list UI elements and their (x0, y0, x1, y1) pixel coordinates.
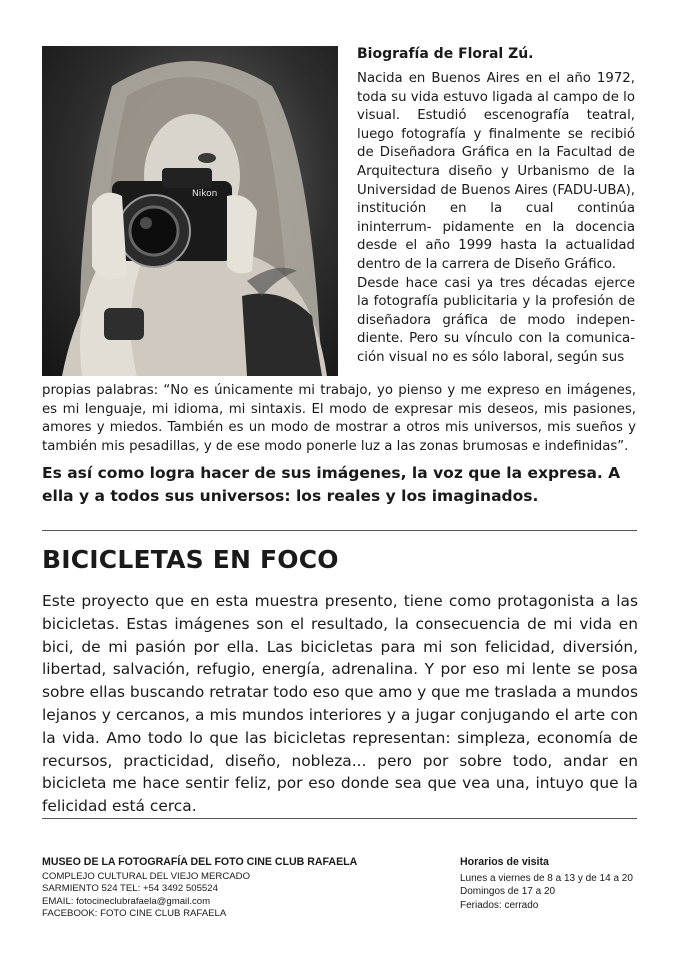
museum-address: SARMIENTO 524 TEL: +54 3492 505524 (42, 883, 218, 894)
project-title: BICICLETAS EN FOCO (42, 545, 339, 574)
museum-contact-block (42, 856, 402, 921)
museum-facebook: FACEBOOK: FOTO CINE CLUB RAFAELA (42, 908, 227, 919)
hours-holidays: Feriados: cerrado (460, 899, 539, 911)
hours-sundays: Domingos de 17 a 20 (460, 886, 556, 897)
bio-closing-statement: Es así como logra hacer de sus imágenes, la voz que la expresa. A ella y a todos sus universos: los reales y los imaginados. (42, 464, 621, 505)
visiting-hours-block (460, 856, 650, 912)
project-description: Este proyecto que en esta muestra presento, tiene como protagonista a las bicicletas. Estas imágenes son el resultado, la consecuencia de mi vida en bici, de mi pasión por ella. Las bicicletas para mi son felicidad, diversión, libertad, salvación, refugio, energía, adrenalina. Y por eso mi lente se posa sobre ellas buscando retratar todo eso que amo y que me traslada a mundos lejanos y cercanos, a mis mundos interiores y a jugar conjugando el arte con la vida. Amo todo lo que las bicicletas representan: simpleza, economía de recursos, practicidad, diseño, nobleza... pero por sobre todo, andar en bicicleta me hace sentir feliz, por eso donde sea que vea una, intuyo que la felicidad está cerca. (42, 592, 638, 816)
divider-top (42, 530, 637, 531)
museum-complex: COMPLEJO CULTURAL DEL VIEJO MERCADO (42, 870, 251, 882)
divider-bottom (42, 818, 637, 819)
museum-name: MUSEO DE LA FOTOGRAFÍA DEL FOTO CINE CLUB RAFAELA (42, 856, 358, 868)
bio-title: Biografía de Floral Zú. (357, 46, 534, 62)
hours-weekdays: Lunes a viernes de 8 a 13 y de 14 a 20 (460, 872, 633, 884)
bio-quote-text: propias palabras: “No es únicamente mi trabajo, yo pienso y me expreso en imágenes, es mi lenguaje, mi idioma, mi sintaxis. El modo de expresar mis deseos, mis pasiones, amores y miedos. También es un modo de mostrar a otros mis universos, mis sueños y también mis pesadillas, y de ese modo ponerle luz a las zonas brumosas e indefinidas”. (42, 383, 636, 454)
bio-paragraph-2: Desde hace casi ya tres décadas ejerce la fotografía publicitaria y la profesión de diseñadora gráfica de modo indepen- diente. Pero su vínculo con la comunica- ción visual no es sólo laboral, según sus (357, 275, 635, 365)
photographer-portrait-illustration (42, 46, 338, 376)
bio-side-text (357, 70, 635, 368)
hours-title: Horarios de visita (460, 856, 549, 868)
bio-paragraph-1: Nacida en Buenos Aires en el año 1972, toda su vida estuvo ligada al campo de lo visual. Estudió escenografía teatral, luego fotografía y finalmente se recibió de Diseñadora Gráfica en la Facultad de Arquitectura diseño y Urbanismo de la Universidad de Buenos Aires (FADU-UBA), institución en la cual continúa ininterrum- pidamente en la docencia desde el año 1999 hasta la actualidad dentro de la carrera de Diseño Gráfico. (357, 71, 635, 272)
museum-email: EMAIL: fotocineclubrafaela@gmail.com (42, 895, 211, 907)
portrait-photo (42, 46, 338, 376)
camera-brand-text: Nikon (192, 189, 218, 199)
